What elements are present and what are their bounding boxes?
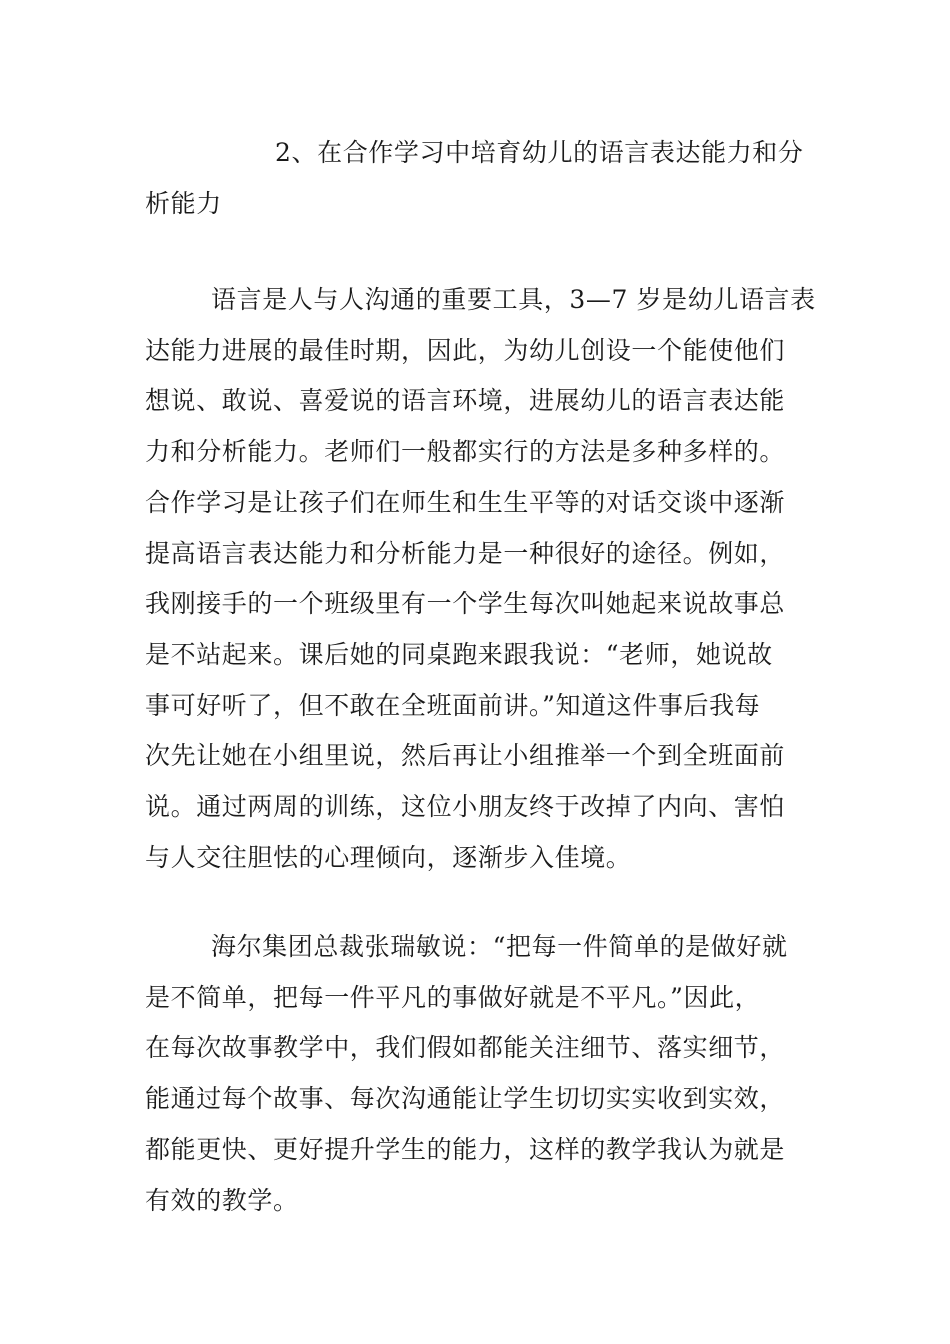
paragraph-line: 说。通过两周的训练，这位小朋友终于改掉了内向、害怕: [145, 792, 786, 822]
paragraph-line: 我刚接手的一个班级里有一个学生每次叫她起来说故事总: [145, 589, 786, 619]
paragraph-line: 与人交往胆怯的心理倾向，逐渐步入佳境。: [145, 842, 632, 872]
heading-line: 2、在合作学习中培育幼儿的语言表达能力和分: [275, 138, 804, 167]
paragraph-line: 次先让她在小组里说，然后再让小组推举一个到全班面前: [145, 741, 786, 771]
paragraph-line: 海尔集团总裁张瑞敏说：“把每一件简单的是做好就: [211, 932, 788, 961]
heading-line: 析能力: [145, 188, 222, 218]
paragraph-line: 有效的教学。: [145, 1185, 299, 1215]
body-paragraph-2: [145, 922, 810, 1226]
section-heading: [145, 128, 810, 229]
paragraph-line: 达能力进展的最佳时期，因此，为幼儿创设一个能使他们: [145, 335, 786, 365]
paragraph-line: 能通过每个故事、每次沟通能让学生切切实实收到实效，: [145, 1084, 786, 1114]
paragraph-line: 合作学习是让孩子们在师生和生生平等的对话交谈中逐渐: [145, 487, 786, 517]
paragraph-line: 在每次故事教学中，我们假如都能关注细节、落实细节，: [145, 1033, 786, 1063]
paragraph-line: 是不站起来。课后她的同桌跑来跟我说：“老师，她说故: [145, 639, 773, 669]
paragraph-line: 提高语言表达能力和分析能力是一种很好的途径。例如，: [145, 538, 786, 568]
paragraph-line: 事可好听了，但不敢在全班面前讲。”知道这件事后我每: [145, 690, 761, 720]
paragraph-line: 都能更快、更好提升学生的能力，这样的教学我认为就是: [145, 1134, 786, 1164]
paragraph-line: 想说、敢说、喜爱说的语言环境，进展幼儿的语言表达能: [145, 386, 786, 416]
paragraph-line: 力和分析能力。老师们一般都实行的方法是多种多样的。: [145, 437, 786, 467]
body-paragraph-1: [145, 275, 816, 883]
paragraph-line: 语言是人与人沟通的重要工具，3—7 岁是幼儿语言表: [211, 285, 816, 314]
paragraph-line: 是不简单，把每一件平凡的事做好就是不平凡。”因此，: [145, 982, 761, 1012]
